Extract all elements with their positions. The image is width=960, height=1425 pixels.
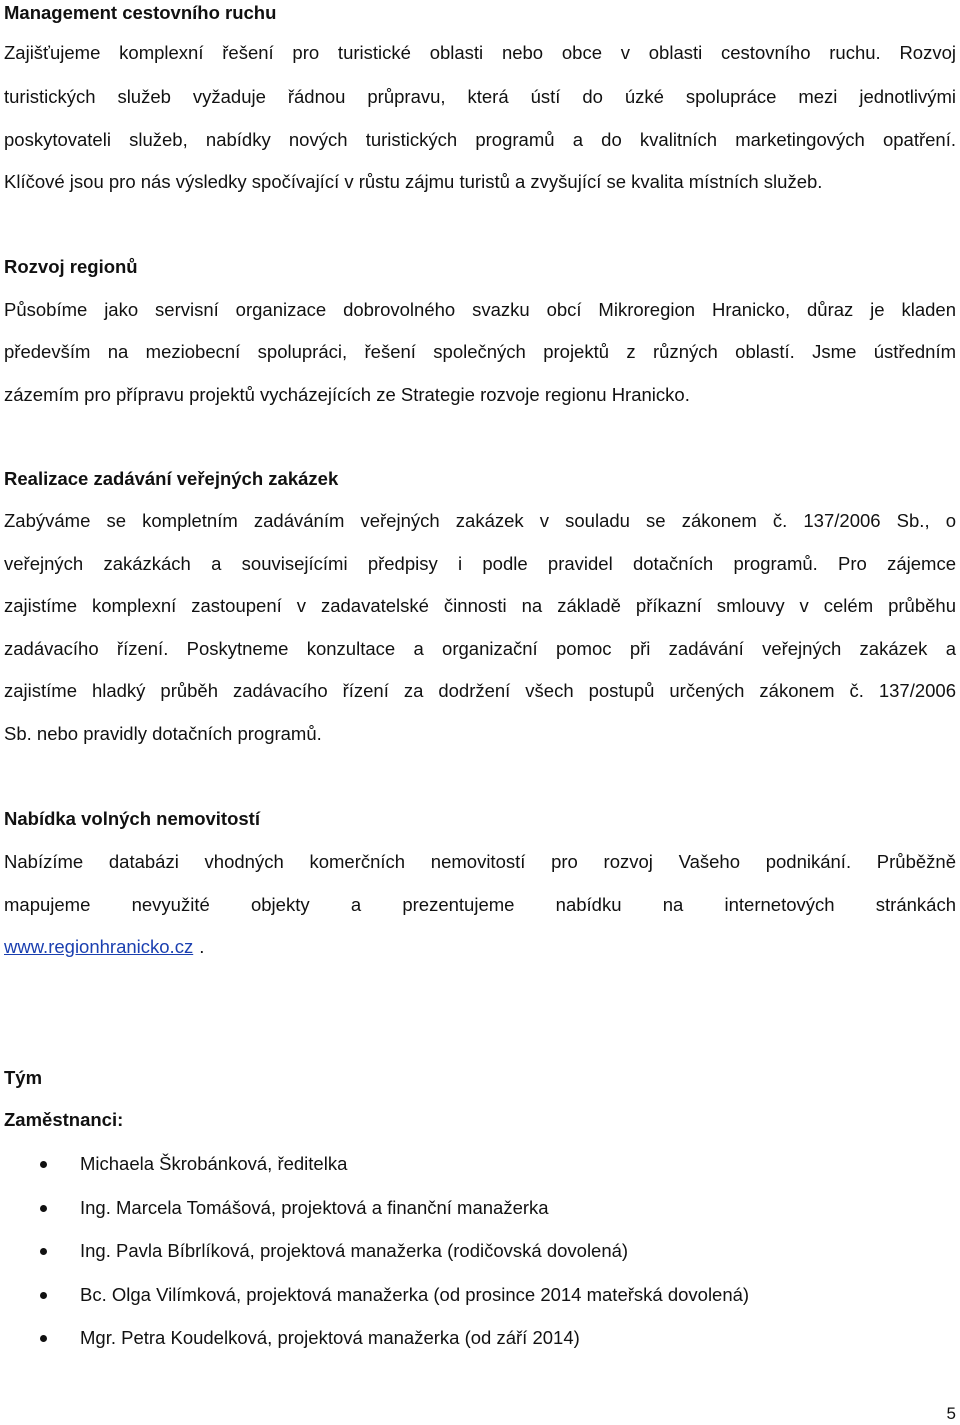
bullet-icon	[40, 1335, 47, 1342]
paragraph-line: Nabízíme databázi vhodných komerčních nemovitostí pro rozvoj Vašeho podnikání. Průběžně	[4, 851, 956, 872]
paragraph-line: Zabýváme se kompletním zadáváním veřejných zakázek v souladu se zákonem č. 137/2006 Sb., o	[4, 510, 956, 531]
page-number: 5	[946, 1404, 956, 1423]
paragraph-line: zajistíme hladký průběh zadávacího řízení za dodržení všech postupů určených zákonem č. 137/2006	[4, 680, 956, 701]
paragraph-line: především na meziobecní spolupráci, řešení společných projektů z různých oblastí. Jsme ústředním	[4, 341, 956, 362]
paragraph-line: Sb. nebo pravidly dotačních programů.	[4, 723, 322, 744]
paragraph-line: zázemím pro přípravu projektů vycházejících ze Strategie rozvoje regionu Hranicko.	[4, 384, 690, 405]
heading-nemovitosti: Nabídka volných nemovitostí	[4, 808, 260, 829]
paragraph-line-link	[4, 936, 204, 958]
link-suffix: .	[199, 936, 205, 957]
paragraph-line: poskytovateli služeb, nabídky nových turistických programů a do kvalitních marketingových opatření.	[4, 129, 956, 150]
website-link[interactable]: www.regionhranicko.cz	[4, 936, 194, 957]
paragraph-line: veřejných zakázkách a souvisejícími předpisy i podle pravidel dotačních programů. Pro zájemce	[4, 553, 956, 574]
paragraph-line: zajistíme komplexní zastoupení v zadavatelské činnosti na základě příkazní smlouvy v celém průběhu	[4, 595, 956, 616]
team-member-name: Bc. Olga Vilímková, projektová manažerka (od prosince 2014 mateřská dovolená)	[80, 1284, 750, 1305]
team-member-name: Ing. Marcela Tomášová, projektová a finanční manažerka	[80, 1197, 549, 1218]
paragraph-line: Klíčové jsou pro nás výsledky spočívající v růstu zájmu turistů a zvyšující se kvalita místních služeb.	[4, 171, 823, 192]
subheading-zamestnanci: Zaměstnanci:	[4, 1109, 124, 1130]
heading-rozvoj: Rozvoj regionů	[4, 256, 138, 277]
paragraph-line: Působíme jako servisní organizace dobrovolného svazku obcí Mikroregion Hranicko, důraz je kladen	[4, 299, 956, 320]
paragraph-line: mapujeme nevyužité objekty a prezentujeme nabídku na internetových stránkách	[4, 894, 956, 915]
bullet-icon	[40, 1248, 47, 1255]
bullet-icon	[40, 1161, 47, 1168]
paragraph-line: zadávacího řízení. Poskytneme konzultace a organizační pomoc při zadávání veřejných zakázek a	[4, 638, 956, 659]
paragraph-line: turistických služeb vyžaduje řádnou průpravu, která ústí do úzké spolupráce mezi jednotlivými	[4, 86, 956, 107]
bullet-icon	[40, 1205, 47, 1212]
team-member-name: Ing. Pavla Bíbrlíková, projektová manažerka (rodičovská dovolená)	[80, 1240, 629, 1261]
team-member-name: Mgr. Petra Koudelková, projektová manažerka (od září 2014)	[80, 1327, 580, 1348]
paragraph-line: Zajišťujeme komplexní řešení pro turistické oblasti nebo obce v oblasti cestovního ruchu. Rozvoj	[4, 42, 956, 63]
bullet-icon	[40, 1292, 47, 1299]
heading-management: Management cestovního ruchu	[4, 2, 277, 23]
heading-zakazky: Realizace zadávání veřejných zakázek	[4, 468, 339, 489]
team-member-name: Michaela Škrobánková, ředitelka	[80, 1153, 348, 1174]
heading-tym: Tým	[4, 1067, 43, 1088]
